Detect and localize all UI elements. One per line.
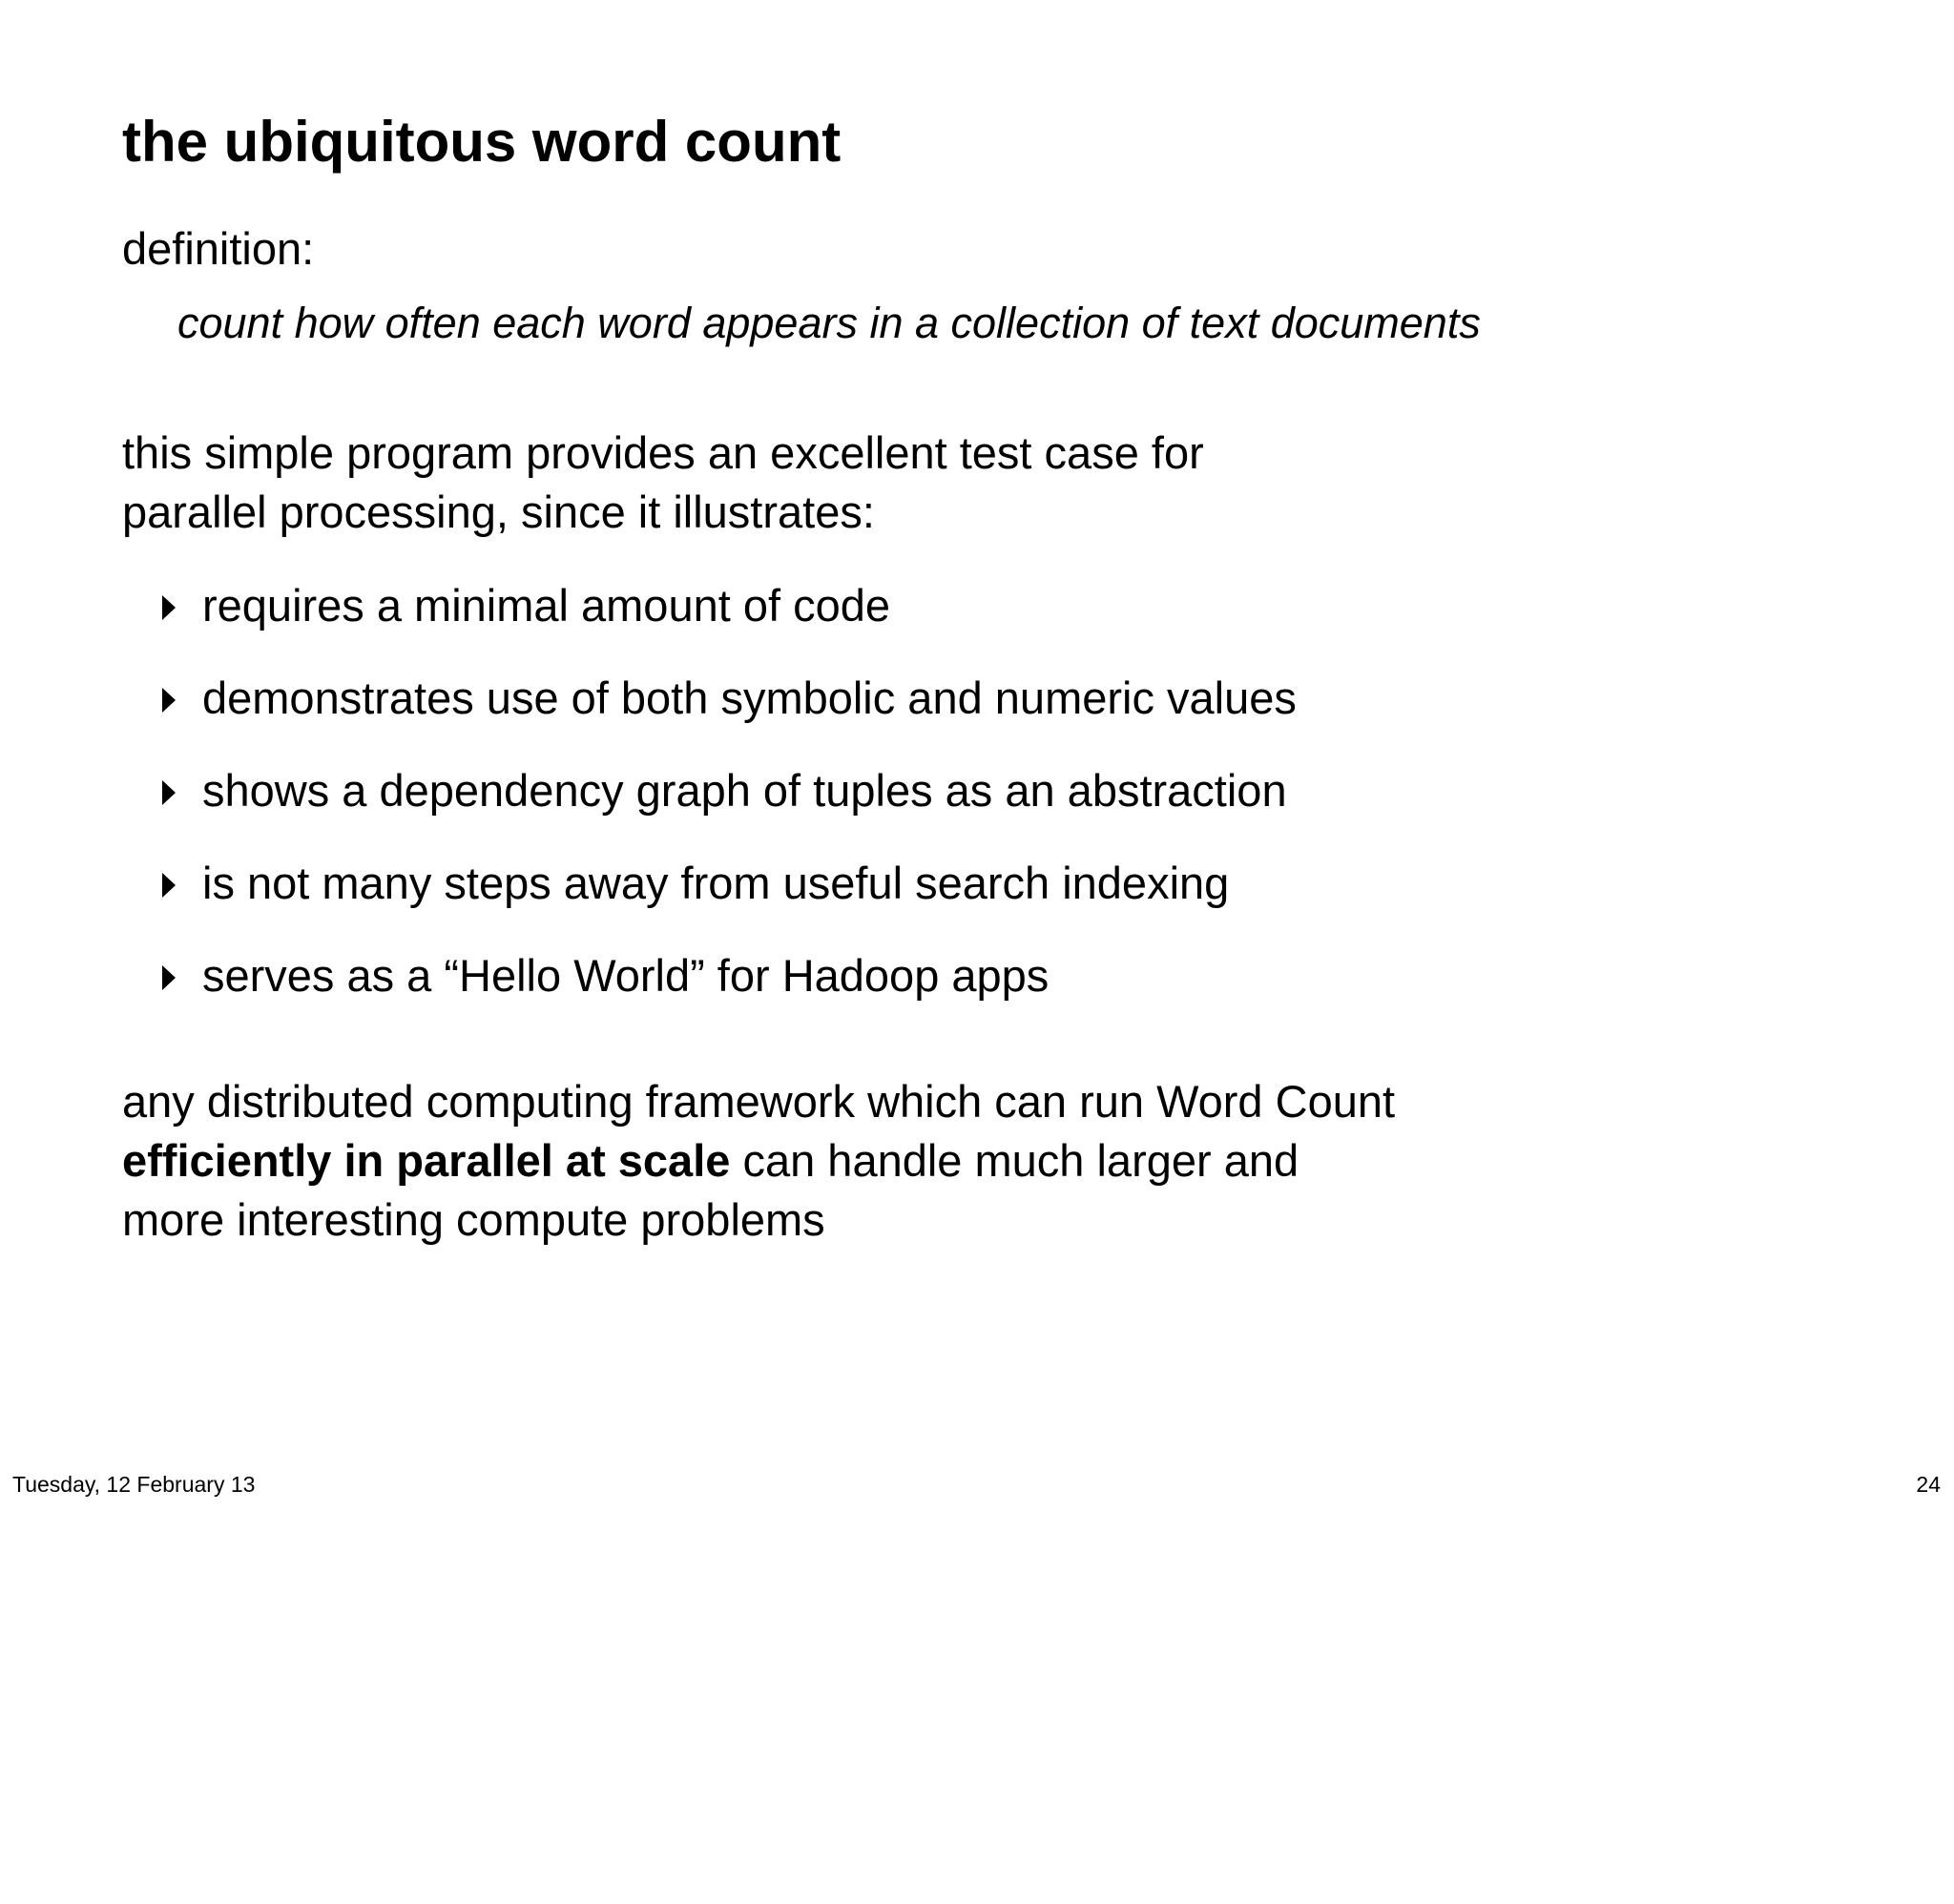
triangle-bullet-icon	[162, 688, 176, 713]
page-number: 24	[1916, 1472, 1941, 1497]
bullet-text: shows a dependency graph of tuples as an abstraction	[202, 765, 1287, 816]
closing-emphasis: efficiently in parallel at scale	[122, 1135, 731, 1186]
bullet-list	[162, 559, 1297, 1022]
definition-label: definition:	[122, 223, 315, 274]
bullet-text: serves as a “Hello World” for Hadoop apps	[202, 950, 1050, 1001]
slide-title: the ubiquitous word count	[122, 110, 842, 174]
intro-paragraph	[122, 424, 1204, 542]
closing-line-2	[122, 1131, 1534, 1190]
triangle-bullet-icon	[162, 965, 176, 990]
closing-paragraph	[122, 1072, 1534, 1250]
triangle-bullet-icon	[162, 595, 176, 620]
triangle-bullet-icon	[162, 873, 176, 898]
bullet-item	[162, 929, 1297, 1022]
bullet-text: requires a minimal amount of code	[202, 580, 891, 631]
closing-line-2-rest: can handle much larger and	[730, 1135, 1299, 1186]
closing-line-1: any distributed computing framework which can run Word Count	[122, 1076, 1396, 1127]
closing-line-3: more interesting compute problems	[122, 1194, 825, 1245]
bullet-item	[162, 652, 1297, 744]
intro-line-1: this simple program provides an excellent test case for	[122, 427, 1204, 478]
definition-text: count how often each word appears in a collection of text documents	[177, 299, 1481, 347]
intro-line-2: parallel processing, since it illustrates:	[122, 486, 875, 537]
bullet-item	[162, 837, 1297, 929]
triangle-bullet-icon	[162, 780, 176, 805]
footer-date: Tuesday, 12 February 13	[12, 1472, 256, 1497]
bullet-text: is not many steps away from useful search indexing	[202, 858, 1230, 908]
bullet-text: demonstrates use of both symbolic and numeric values	[202, 673, 1297, 723]
bullet-item	[162, 744, 1297, 837]
bullet-item	[162, 559, 1297, 652]
